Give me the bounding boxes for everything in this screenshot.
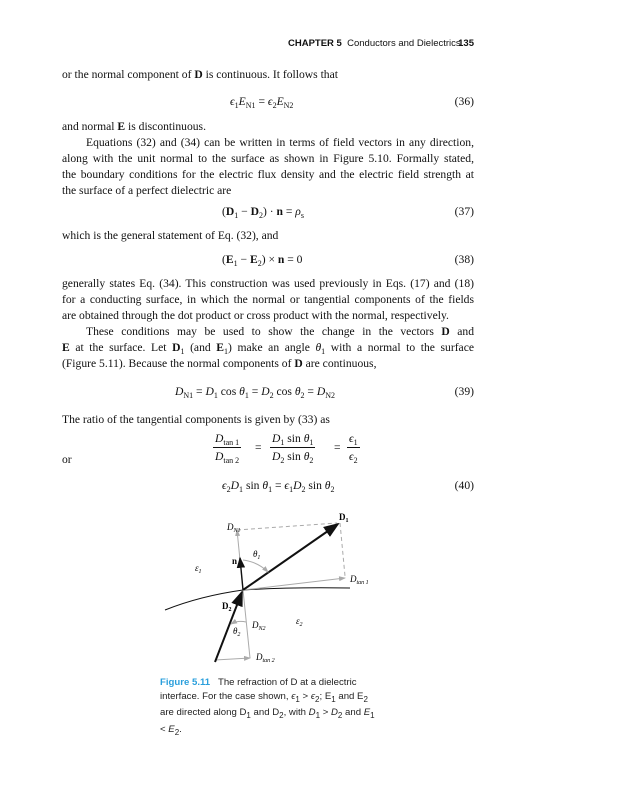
text-run: D — [441, 325, 450, 338]
text-run: D — [293, 479, 302, 492]
text-run: E — [238, 95, 246, 108]
chapter-title: Conductors and Dielectrics — [347, 38, 461, 49]
equals-sign: = — [334, 441, 341, 454]
text-run: E — [62, 341, 70, 354]
dn2-vector — [243, 590, 250, 658]
equals-sign: = — [255, 441, 262, 454]
text-run: n — [277, 253, 285, 266]
text-run: 2 — [174, 727, 180, 737]
text-run: 1 — [331, 694, 336, 704]
label-dn2: D — [252, 620, 259, 630]
page-number: 135 — [458, 38, 474, 49]
text-run: ϵ — [349, 450, 354, 463]
text-run: 1 — [295, 694, 300, 704]
text-run: ϵ — [230, 95, 235, 108]
text-run: N1 — [183, 391, 194, 400]
figure-caption — [160, 676, 380, 739]
text-run: 2 — [309, 456, 314, 465]
interface-curve — [165, 588, 350, 610]
label-n: n — [232, 556, 238, 566]
text-run: The ratio of the tangential components is given by (33) as — [62, 413, 330, 426]
text-run: 2 — [353, 456, 358, 465]
text-run: 2 — [280, 456, 285, 465]
text-run: n — [276, 205, 283, 218]
text-run: 1 — [233, 259, 238, 268]
text-run: 1 — [321, 347, 326, 356]
svg-text:Dtan 1 — [349, 574, 369, 586]
text-run: = — [255, 95, 268, 108]
text-run: at the surface. Let — [69, 341, 173, 354]
text-run: ϵ — [222, 479, 227, 492]
text-run: for a conducting surface, in which the normal or tangential components of the fields — [62, 293, 474, 306]
text-run: 2 — [272, 101, 277, 110]
text-run: E — [168, 723, 175, 735]
equation-number: (36) — [454, 95, 474, 108]
text-run: 1 — [239, 485, 244, 494]
text-run: ) · — [262, 205, 277, 218]
text-run: − — [238, 205, 251, 218]
text-run: θ — [294, 385, 301, 398]
label-sub: N1 — [233, 528, 241, 534]
svg-text:θ2 — [233, 626, 240, 638]
text-run: θ — [239, 385, 245, 398]
text-run: = — [248, 385, 262, 398]
label-sub: 1 — [198, 569, 202, 575]
text-run: D — [205, 385, 214, 398]
text-run: ϵ — [284, 479, 290, 492]
text-run: or the normal component of — [62, 68, 195, 81]
text-run: with a normal to the surface — [325, 341, 474, 354]
text-run: are obtained through the dot product or cross product with the normal, respectively. — [62, 309, 449, 322]
text-run: ϵ — [291, 690, 296, 702]
svg-text:ε2 — [296, 616, 303, 628]
text-run: = — [282, 205, 296, 218]
svg-text:DN1 — [226, 522, 241, 534]
text-run: E — [249, 253, 258, 266]
text-run: = — [272, 479, 285, 492]
equation-number: (37) — [454, 205, 474, 218]
text-run: < — [160, 723, 169, 735]
svg-text:D2 — [222, 601, 232, 613]
label-theta1: θ — [253, 549, 258, 559]
text-run: ( — [222, 205, 226, 218]
label-sub: 2 — [237, 632, 241, 638]
label-sub: 2 — [228, 607, 232, 613]
figure-label: Figure 5.11 — [160, 677, 211, 688]
text-run: . — [179, 723, 182, 735]
text-run: sin — [284, 450, 304, 463]
svg-text:DN2 — [251, 620, 266, 632]
text-run: E — [225, 253, 234, 266]
svg-text:D1 — [339, 512, 349, 524]
text-run: , with — [283, 707, 309, 719]
text-run: ϵ — [349, 432, 354, 445]
chapter-label: CHAPTER 5 — [288, 38, 342, 49]
text-run: E — [216, 341, 225, 354]
text-run: θ — [315, 341, 322, 354]
text-run: 1 — [234, 101, 239, 110]
text-run: 1 — [224, 347, 229, 356]
label-eps2: ε — [296, 616, 300, 626]
theta1-arc — [243, 560, 268, 572]
text-run: 2 — [301, 485, 306, 494]
text-run: D — [175, 385, 184, 398]
text-run: N2 — [283, 101, 294, 110]
text-run: 2 — [269, 391, 274, 400]
text-run: θ — [303, 450, 310, 463]
d2-vector — [215, 592, 242, 662]
text-run: and E — [335, 690, 364, 702]
label-sub: 1 — [345, 518, 349, 524]
text-run: ϵ — [310, 690, 316, 702]
text-run: 2 — [315, 694, 320, 704]
text-run: D — [230, 479, 240, 492]
text-run: > — [299, 690, 311, 702]
text-run: 1 — [309, 438, 314, 447]
text-run: and normal — [62, 120, 118, 133]
text-run: D — [194, 68, 203, 81]
text-run: 2 — [337, 711, 343, 721]
text-run: = 0 — [284, 253, 303, 266]
text-run: > — [320, 707, 331, 719]
theta2-arc — [231, 621, 246, 624]
text-run: ; E — [319, 690, 332, 702]
text-run: ρ — [295, 205, 301, 218]
label-theta2: θ — [233, 626, 238, 636]
label-dn1: D — [227, 522, 234, 532]
svg-text:Dtan 2 — [255, 652, 275, 664]
text-run: E — [276, 95, 284, 108]
text-run: sin — [305, 479, 325, 492]
dtan2-vector — [215, 658, 250, 660]
text-run: N1 — [245, 101, 256, 110]
text-run: 1 — [180, 347, 185, 356]
text-run: − — [237, 253, 250, 266]
label-sub: 2 — [299, 622, 303, 628]
label-dtan1: D — [350, 574, 357, 584]
text-run: ( — [222, 253, 226, 266]
text-run: = — [304, 385, 317, 398]
text-run: or — [62, 453, 72, 466]
text-run: and D — [250, 707, 280, 719]
label-sub: tan 1 — [356, 580, 369, 586]
text-run: Equations (32) and (34) can be written in terms of field vectors in any direction, — [86, 136, 474, 149]
svg-text:ε1 — [195, 563, 202, 575]
text-run: 2 — [226, 485, 231, 494]
label-sub: 1 — [257, 555, 261, 561]
text-run: 1 — [370, 711, 375, 721]
text-run: and — [342, 707, 364, 719]
text-run: along with the unit normal to the surface as shown in Figure 5.10. Formally stated, — [62, 152, 474, 165]
projection-dash — [237, 523, 337, 530]
text-run: 2 — [300, 391, 305, 400]
text-run: 1 — [268, 485, 273, 494]
text-run: 1 — [244, 391, 249, 400]
text-run: cos — [273, 385, 295, 398]
text-run: D — [215, 432, 224, 445]
text-run: D — [330, 707, 338, 719]
text-run: 1 — [315, 711, 321, 721]
label-dtan2: D — [256, 652, 263, 662]
text-run: D — [215, 450, 224, 463]
text-run: D — [250, 205, 259, 218]
text-run: 1 — [213, 391, 218, 400]
text-run: s — [300, 211, 304, 220]
text-run: 1 — [289, 485, 294, 494]
text-run: 1 — [234, 211, 239, 220]
text-run: θ — [324, 479, 331, 492]
text-run: the boundary conditions for the electric flux density and the electric field strength at — [62, 168, 474, 181]
text-run: tan 2 — [223, 456, 240, 465]
text-run: ) × — [261, 253, 278, 266]
text-run: sin — [243, 479, 263, 492]
text-run: (and — [184, 341, 217, 354]
label-d2: D — [222, 601, 229, 611]
text-run: E — [363, 707, 371, 719]
text-run: are continuous, — [302, 357, 377, 370]
text-run: θ — [262, 479, 269, 492]
text-run: 2 — [330, 485, 335, 494]
text-run: The refraction of D at a dielectric interface. For the case shown, — [160, 677, 357, 702]
equation-number: (39) — [454, 385, 474, 398]
label-sub: tan 2 — [262, 658, 275, 664]
equation-number: (38) — [454, 253, 474, 266]
text-run: 2 — [258, 211, 263, 220]
projection-dash — [340, 523, 345, 576]
text-run: cos — [217, 385, 240, 398]
equation-number: (40) — [454, 479, 474, 492]
text-run: D — [316, 385, 326, 398]
text-run: D — [294, 357, 303, 370]
text-run: is continuous. It follows that — [202, 68, 338, 81]
text-run: These conditions may be used to show the change in the vectors — [86, 325, 442, 338]
text-run: 1 — [280, 438, 285, 447]
text-run: which is the general statement of Eq. (32), and — [62, 229, 279, 242]
svg-text:θ1 — [253, 549, 260, 561]
text-run: θ — [303, 432, 310, 445]
text-run: ) make an angle — [228, 341, 316, 354]
text-run: are directed along D — [160, 707, 247, 719]
text-run: D — [272, 450, 281, 463]
text-run: sin — [284, 432, 304, 445]
text-run: and — [449, 325, 474, 338]
text-run: 2 — [363, 694, 368, 704]
text-run: (Figure 5.11). Because the normal components of — [62, 357, 295, 370]
text-run: 1 — [246, 711, 251, 721]
text-run: D — [272, 432, 281, 445]
text-run: N2 — [325, 391, 336, 400]
label-sub: N2 — [258, 626, 266, 632]
normal-vector — [240, 558, 243, 590]
text-run: = — [193, 385, 206, 398]
text-run: ϵ — [267, 95, 273, 108]
text-run: D — [308, 707, 316, 719]
text-run: the surface of a perfect dielectric are — [62, 184, 232, 197]
text-run: D — [172, 341, 181, 354]
text-run: tan 1 — [223, 438, 240, 447]
text-run: E — [117, 120, 126, 133]
label-d1: D — [339, 512, 346, 522]
text-run: is discontinuous. — [125, 120, 206, 133]
label-eps1: ε — [195, 563, 199, 573]
text-run: D — [225, 205, 235, 218]
text-run: 1 — [353, 438, 358, 447]
text-run: 2 — [257, 259, 262, 268]
text-run: generally states Eq. (34). This construction was used previously in Eqs. (17) and (18) — [62, 277, 474, 290]
text-run: D — [261, 385, 270, 398]
text-run: 2 — [279, 711, 284, 721]
